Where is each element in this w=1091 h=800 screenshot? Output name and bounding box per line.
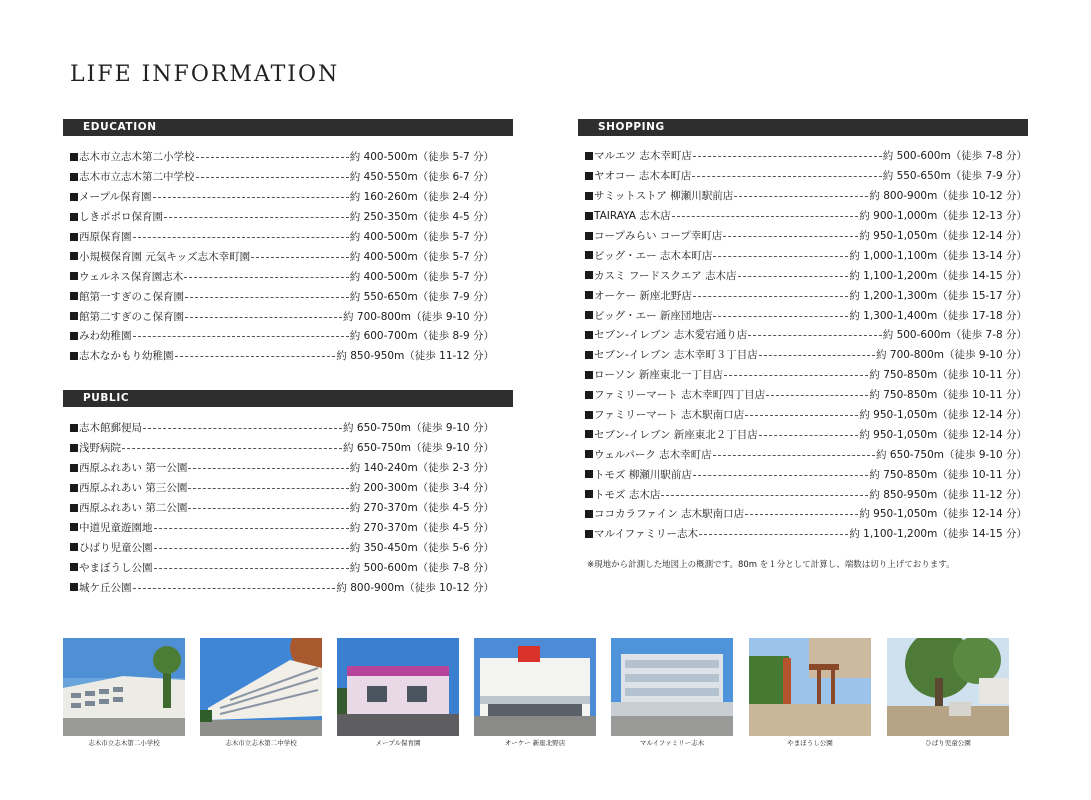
leader-dots — [188, 508, 348, 509]
leader-dots — [748, 335, 881, 336]
square-bullet-icon — [70, 543, 78, 551]
leader-dots — [672, 216, 859, 217]
facility-name: マルエツ 志木幸町店 — [594, 150, 692, 163]
square-bullet-icon — [585, 490, 593, 498]
photo-ok-store — [474, 638, 596, 747]
distance-value: 約 1,300-1,400m（徒歩 17-18 分） — [849, 309, 1027, 322]
shopping-list-item — [585, 405, 1027, 425]
facility-name: セブン-イレブン 新座東北２丁目店 — [594, 428, 758, 441]
facility-name: ウェルパーク 志木幸町店 — [594, 448, 712, 461]
facility-name: ファミリーマート 志木幸町四丁目店 — [594, 389, 766, 402]
public-list-item — [70, 438, 494, 458]
distance-value: 約 650-750m（徒歩 9-10 分） — [876, 448, 1027, 461]
school-building-image — [63, 638, 185, 736]
leader-dots — [122, 448, 342, 449]
facility-name: ウェルネス保育園志木 — [79, 270, 184, 283]
facility-name: トモズ 志木店 — [594, 488, 661, 501]
facility-name: 西原ふれあい 第一公園 — [79, 462, 188, 475]
facility-name: メープル保育園 — [79, 191, 152, 204]
leader-dots — [143, 428, 342, 429]
leader-dots — [713, 316, 848, 317]
shopping-list-item — [585, 166, 1027, 186]
leader-dots — [723, 236, 858, 237]
facility-name: ファミリーマート 志木駅南口店 — [594, 409, 745, 422]
distance-value: 約 700-800m（徒歩 9-10 分） — [343, 310, 494, 323]
page-title: LIFE INFORMATION — [70, 62, 340, 87]
distance-value: 約 650-750m（徒歩 9-10 分） — [343, 442, 494, 455]
shopping-list-item — [585, 524, 1027, 544]
leader-dots — [738, 276, 849, 277]
public-list-item — [70, 577, 494, 597]
distance-value: 約 950-1,050m（徒歩 12-14 分） — [859, 508, 1027, 521]
facility-name: セブン-イレブン 志木幸町３丁目店 — [594, 349, 758, 362]
public-list-item — [70, 478, 494, 498]
shopping-list-item — [585, 365, 1027, 385]
shopping-list-item — [585, 385, 1027, 405]
square-bullet-icon — [585, 311, 593, 319]
leader-dots — [185, 297, 349, 298]
education-list-item — [70, 147, 494, 167]
facility-name: 館第一すぎのこ保育園 — [79, 290, 184, 303]
leader-dots — [734, 196, 868, 197]
distance-value: 約 500-600m（徒歩 7-8 分） — [882, 150, 1027, 163]
school-building-image — [200, 638, 322, 736]
square-bullet-icon — [70, 193, 78, 201]
shopping-list-item — [585, 206, 1027, 226]
public-list-item — [70, 458, 494, 478]
photo-caption: マルイファミリー志木 — [639, 739, 705, 747]
facility-name: やまぼうし公園 — [79, 561, 153, 574]
facility-name: セブン-イレブン 志木愛宕通り店 — [594, 329, 748, 342]
photo-yamaboushi-park — [749, 638, 871, 747]
square-bullet-icon — [70, 233, 78, 241]
distance-value: 約 850-950m（徒歩 11-12 分） — [869, 488, 1027, 501]
nursery-building-image — [337, 638, 459, 736]
distance-value: 約 950-1,050m（徒歩 12-14 分） — [859, 230, 1027, 242]
leader-dots — [133, 336, 349, 337]
facility-name: トモズ 柳瀬川駅前店 — [594, 468, 692, 481]
square-bullet-icon — [585, 331, 593, 339]
leader-dots — [759, 355, 875, 356]
distance-value: 約 850-950m（徒歩 11-12 分） — [336, 350, 494, 363]
square-bullet-icon — [585, 430, 593, 438]
square-bullet-icon — [70, 153, 78, 161]
facility-name: ビッグ・エー 志木本町店 — [594, 249, 713, 262]
photo-elementary-school — [63, 638, 185, 747]
leader-dots — [745, 514, 858, 515]
leader-dots — [154, 548, 349, 549]
leader-dots — [175, 356, 336, 357]
leader-dots — [759, 435, 859, 436]
public-list-item — [70, 517, 494, 537]
distance-value: 約 550-650m（徒歩 7-9 分） — [882, 170, 1027, 183]
square-bullet-icon — [70, 424, 78, 432]
education-list-item — [70, 306, 494, 326]
photo-hibari-park — [887, 638, 1009, 747]
department-store-image — [611, 638, 733, 736]
square-bullet-icon — [70, 252, 78, 260]
public-heading: PUBLIC — [63, 390, 513, 407]
distance-value: 約 500-600m（徒歩 7-8 分） — [882, 329, 1027, 342]
education-list-item — [70, 326, 494, 346]
leader-dots — [184, 277, 348, 278]
square-bullet-icon — [585, 232, 593, 240]
leader-dots — [196, 177, 349, 178]
square-bullet-icon — [70, 312, 78, 320]
photo-junior-high-school — [200, 638, 322, 747]
facility-name: 浅野病院 — [79, 442, 121, 455]
education-list-item — [70, 346, 494, 366]
facility-name: ビッグ・エー 新座団地店 — [594, 309, 713, 322]
facility-name: みわ幼稚園 — [79, 330, 132, 343]
leader-dots — [133, 237, 349, 238]
leader-dots — [154, 528, 349, 529]
leader-dots — [133, 588, 336, 589]
square-bullet-icon — [585, 371, 593, 379]
facility-name: 志木市立志木第二中学校 — [79, 171, 195, 184]
square-bullet-icon — [585, 351, 593, 359]
facility-name: 西原ふれあい 第二公園 — [79, 502, 188, 514]
shopping-list-item — [585, 325, 1027, 345]
facility-name: サミットストア 柳瀬川駅前店 — [594, 190, 734, 203]
distance-value: 約 750-850m（徒歩 10-11 分） — [869, 389, 1027, 402]
square-bullet-icon — [70, 504, 78, 512]
facility-name: ローソン 新座東北一丁目店 — [594, 369, 723, 382]
facility-name: 西原ふれあい 第三公園 — [79, 482, 188, 495]
park-image — [887, 638, 1009, 736]
distance-value: 約 1,100-1,200m（徒歩 14-15 分） — [849, 528, 1027, 541]
square-bullet-icon — [70, 292, 78, 300]
square-bullet-icon — [585, 470, 593, 478]
square-bullet-icon — [70, 173, 78, 181]
photo-caption: オーケー 新座北野店 — [504, 739, 566, 747]
distance-value: 約 500-600m（徒歩 7-8 分） — [349, 561, 494, 574]
distance-note: ※現地から計測した地図上の概測です。80m を１分として計算し、端数は切り上げております。 — [587, 560, 955, 570]
square-bullet-icon — [70, 272, 78, 280]
distance-value: 約 650-750m（徒歩 9-10 分） — [343, 422, 494, 435]
distance-value: 約 200-300m（徒歩 3-4 分） — [349, 482, 494, 495]
distance-value: 約 140-240m（徒歩 2-3 分） — [349, 462, 494, 475]
shopping-list-item — [585, 464, 1027, 484]
leader-dots — [693, 296, 848, 297]
leader-dots — [745, 415, 858, 416]
distance-value: 約 900-1,000m（徒歩 12-13 分） — [859, 210, 1027, 223]
leader-dots — [154, 568, 349, 569]
distance-value: 約 600-700m（徒歩 8-9 分） — [349, 330, 494, 343]
shopping-list-item — [585, 285, 1027, 305]
photo-caption: やまぼうし公園 — [787, 739, 833, 747]
education-heading: EDUCATION — [63, 119, 513, 136]
distance-value: 約 800-900m（徒歩 10-12 分） — [869, 190, 1027, 203]
facility-name: TAIRAYA 志木店 — [594, 210, 671, 223]
shopping-list-item — [585, 424, 1027, 444]
facility-name: 西原保育園 — [79, 231, 132, 243]
facility-name: 中道児童遊園地 — [79, 521, 153, 534]
distance-value: 約 1,100-1,200m（徒歩 14-15 分） — [849, 269, 1027, 282]
distance-value: 約 270-370m（徒歩 4-5 分） — [349, 521, 494, 534]
distance-value: 約 250-350m（徒歩 4-5 分） — [349, 211, 494, 224]
square-bullet-icon — [70, 583, 78, 591]
photo-caption: ひばり児童公園 — [925, 739, 971, 747]
shopping-list-item — [585, 504, 1027, 524]
shopping-list-item — [585, 265, 1027, 285]
leader-dots — [251, 257, 349, 258]
distance-value: 約 400-500m（徒歩 5-7 分） — [349, 231, 494, 243]
facility-name: オーケー 新座北野店 — [594, 289, 692, 302]
square-bullet-icon — [70, 484, 78, 492]
education-list-item — [70, 286, 494, 306]
square-bullet-icon — [585, 212, 593, 220]
public-list — [70, 418, 494, 597]
distance-value: 約 950-1,050m（徒歩 12-14 分） — [859, 409, 1027, 422]
shopping-list-item — [585, 245, 1027, 265]
leader-dots — [188, 468, 348, 469]
distance-value: 約 1,000-1,100m（徒歩 13-14 分） — [849, 249, 1027, 262]
education-list-item — [70, 266, 494, 286]
facility-name: 志木なかもり幼稚園 — [79, 350, 174, 363]
square-bullet-icon — [70, 332, 78, 340]
shopping-list-item — [585, 146, 1027, 166]
leader-dots — [164, 217, 349, 218]
education-list-item — [70, 187, 494, 207]
square-bullet-icon — [585, 391, 593, 399]
public-list-item — [70, 537, 494, 557]
square-bullet-icon — [70, 444, 78, 452]
shopping-list-item — [585, 484, 1027, 504]
facility-name: マルイファミリー志木 — [594, 528, 698, 541]
distance-value: 約 750-850m（徒歩 10-11 分） — [869, 468, 1027, 481]
facility-name: 小規模保育園 元気キッズ志木幸町園 — [79, 250, 251, 263]
square-bullet-icon — [585, 192, 593, 200]
leader-dots — [661, 495, 868, 496]
facility-name: ココカラファイン 志木駅南口店 — [594, 508, 745, 521]
square-bullet-icon — [70, 563, 78, 571]
square-bullet-icon — [585, 291, 593, 299]
leader-dots — [699, 534, 848, 535]
facility-name: しきポポロ保育園 — [79, 211, 163, 224]
leader-dots — [724, 375, 868, 376]
leader-dots — [153, 197, 349, 198]
photo-nursery — [337, 638, 459, 747]
shopping-heading: SHOPPING — [578, 119, 1028, 136]
distance-value: 約 800-900m（徒歩 10-12 分） — [336, 581, 494, 594]
square-bullet-icon — [70, 523, 78, 531]
facility-name: コープみらい コープ幸町店 — [594, 230, 723, 242]
shopping-list-item — [585, 186, 1027, 206]
square-bullet-icon — [585, 152, 593, 160]
distance-value: 約 270-370m（徒歩 4-5 分） — [349, 502, 494, 514]
leader-dots — [196, 157, 349, 158]
leader-dots — [693, 156, 882, 157]
distance-value: 約 1,200-1,300m（徒歩 15-17 分） — [849, 289, 1027, 302]
education-list-item — [70, 246, 494, 266]
shopping-list-item — [585, 345, 1027, 365]
shopping-list-item — [585, 226, 1027, 246]
leader-dots — [766, 395, 868, 396]
park-image — [749, 638, 871, 736]
facility-name: 志木館郵便局 — [79, 422, 142, 435]
public-list-item — [70, 498, 494, 518]
supermarket-image — [474, 638, 596, 736]
facility-name: ひばり児童公園 — [79, 541, 153, 554]
education-list-item — [70, 207, 494, 227]
facility-name: ヤオコー 志木本町店 — [594, 170, 692, 183]
distance-value: 約 550-650m（徒歩 7-9 分） — [349, 290, 494, 303]
distance-value: 約 700-800m（徒歩 9-10 分） — [876, 349, 1027, 362]
shopping-list — [585, 146, 1027, 544]
square-bullet-icon — [585, 450, 593, 458]
distance-value: 約 400-500m（徒歩 5-7 分） — [349, 151, 494, 164]
shopping-list-item — [585, 444, 1027, 464]
distance-value: 約 400-500m（徒歩 5-7 分） — [349, 270, 494, 283]
leader-dots — [692, 176, 881, 177]
square-bullet-icon — [585, 271, 593, 279]
distance-value: 約 750-850m（徒歩 10-11 分） — [869, 369, 1027, 382]
distance-value: 約 160-260m（徒歩 2-4 分） — [349, 191, 494, 204]
square-bullet-icon — [70, 213, 78, 221]
square-bullet-icon — [585, 530, 593, 538]
photo-caption: メープル保育園 — [375, 739, 421, 747]
leader-dots — [693, 475, 869, 476]
distance-value: 約 450-550m（徒歩 6-7 分） — [349, 171, 494, 184]
square-bullet-icon — [585, 510, 593, 518]
photo-marui — [611, 638, 733, 747]
photo-caption: 志木市立志木第二小学校 — [88, 739, 160, 747]
square-bullet-icon — [70, 464, 78, 472]
leader-dots — [713, 256, 848, 257]
leader-dots — [713, 455, 875, 456]
facility-name: 館第二すぎのこ保育園 — [79, 310, 184, 323]
public-list-item — [70, 557, 494, 577]
square-bullet-icon — [70, 352, 78, 360]
distance-value: 約 400-500m（徒歩 5-7 分） — [349, 250, 494, 263]
facility-name: 志木市立志木第二小学校 — [79, 151, 195, 164]
shopping-list-item — [585, 305, 1027, 325]
leader-dots — [188, 488, 348, 489]
education-list-item — [70, 167, 494, 187]
education-list-item — [70, 227, 494, 247]
public-list-item — [70, 418, 494, 438]
square-bullet-icon — [585, 411, 593, 419]
distance-value: 約 350-450m（徒歩 5-6 分） — [349, 541, 494, 554]
facility-name: 城ケ丘公園 — [79, 581, 132, 594]
facility-name: カスミ フードスクエア 志木店 — [594, 269, 737, 282]
leader-dots — [185, 317, 342, 318]
square-bullet-icon — [585, 251, 593, 259]
distance-value: 約 950-1,050m（徒歩 12-14 分） — [859, 428, 1027, 441]
photo-caption: 志木市立志木第二中学校 — [225, 739, 297, 747]
square-bullet-icon — [585, 172, 593, 180]
education-list — [70, 147, 494, 366]
